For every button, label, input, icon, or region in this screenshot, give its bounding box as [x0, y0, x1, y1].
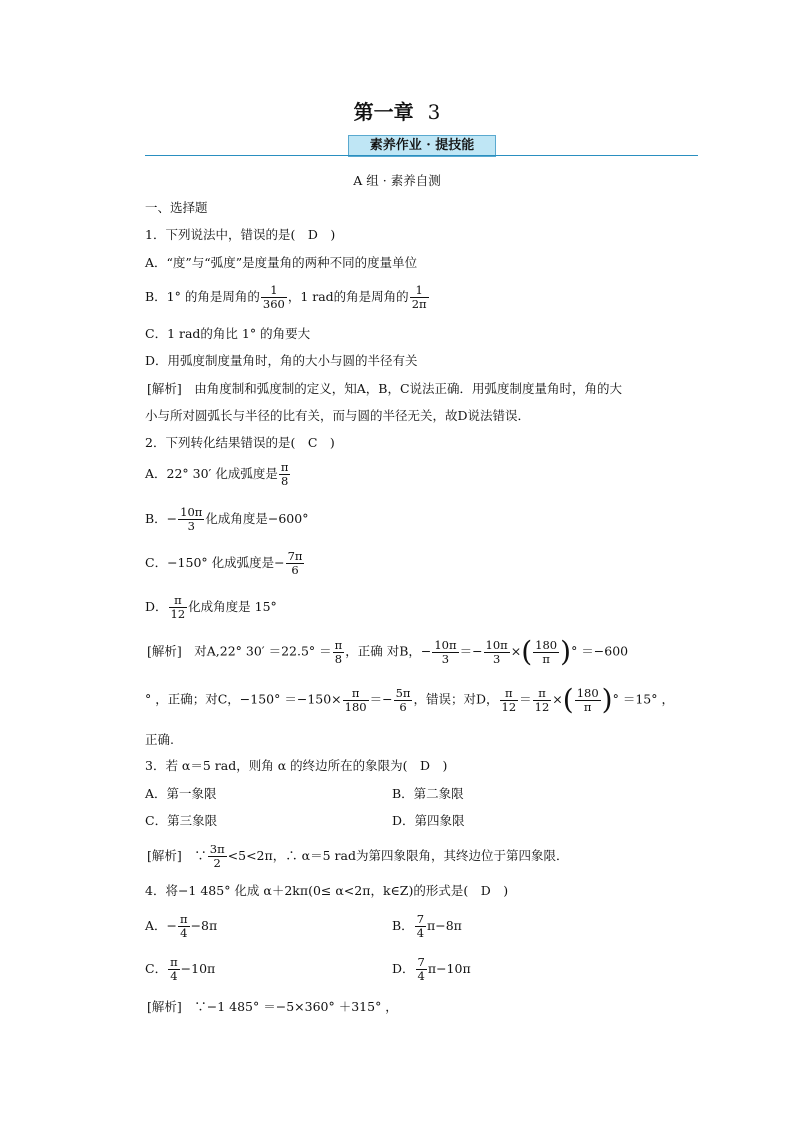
q3-option-d: D．第四象限 — [392, 813, 465, 828]
q2-stem: 2．下列转化结果错误的是( C ) — [145, 435, 335, 450]
chapter-title: 第一章 — [353, 100, 414, 124]
q2-option-d: D． $\frac{\pi}{12}$ 化成角度是 15° — [145, 593, 277, 621]
q4-option-a: A．− $\frac{\pi}{4}$ −8π — [145, 912, 218, 940]
q2-explanation-3: 正确. — [145, 732, 174, 747]
q1-stem: 1．下列说法中，错误的是( D ) — [145, 227, 336, 242]
q1-option-a: A．“度”与“弧度”是度量角的两种不同的度量单位 — [145, 255, 418, 270]
q1-option-c: C．1 rad的角比 1° 的角要大 — [145, 326, 311, 341]
q2-option-b: B．− $\frac{10\pi}{3}$ 化成角度是−600° — [145, 505, 309, 533]
q3-stem: 3．若 α＝5 rad，则角 α 的终边所在的象限为( D ) — [145, 758, 448, 773]
q3-option-a: A．第一象限 — [145, 786, 217, 801]
header-rule — [145, 155, 698, 156]
section-number: 3 — [427, 100, 441, 124]
q1-option-b: B．1° 的角是周角的 $\frac{1}{360}$ ，1 rad的角是周角的 $\frac{1}{2\pi}$ — [145, 283, 427, 311]
q1-option-d: D．用弧度制度量角时，角的大小与圆的半径有关 — [145, 353, 418, 368]
group-heading: A 组 · 素养自测 — [353, 173, 441, 188]
q1-explanation-2: 小与所对圆弧长与半径的比有关，而与圆的半径无关，故D说法错误． — [145, 408, 531, 423]
q4-option-d: D． $\frac{7}{4}$ π−10π — [392, 955, 471, 983]
q3-option-c: C．第三象限 — [145, 813, 218, 828]
page-title — [0, 96, 794, 125]
q2-option-a: A．22° 30′ 化成弧度是 $\frac{\pi}{8}$ — [145, 460, 289, 488]
banner: 素养作业 · 提技能 — [348, 135, 496, 157]
q2-explanation-2: ° ，正确；对C，−150° ＝−150× $\frac{\pi}{180}$ ＝− $\frac{5\pi}{6}$ ，错误；对D， $\frac{\pi}{12}$ ＝ $\frac{\pi}{12}$ ×( $\frac{180}{\pi}$ )° ＝15° ， — [145, 683, 674, 716]
q2-option-c: C．−150° 化成弧度是− $\frac{7\pi}{6}$ — [145, 549, 303, 577]
section-heading: 一、选择题 — [145, 200, 208, 215]
q4-stem: 4．将−1 485° 化成 α＋2kπ(0≤ α<2π，k∈Z)的形式是( D ) — [145, 883, 509, 898]
q2-explanation-1: [解析] 对A,22° 30′ ＝22.5° ＝ $\frac{\pi}{8}$ ，正确 对B，− $\frac{10\pi}{3}$ ＝− $\frac{10\pi}{3}$ ×( $\frac{180}{\pi}$ )° ＝−600 — [147, 635, 629, 668]
q1-explanation-1: [解析] 由角度制和弧度制的定义，知A，B，C说法正确．用弧度制度量角时，角的大 — [147, 381, 623, 396]
q4-option-c: C． $\frac{\pi}{4}$ −10π — [145, 955, 216, 983]
q4-option-b: B． $\frac{7}{4}$ π−8π — [392, 912, 462, 940]
q4-explanation: [解析] ∵−1 485° ＝−5×360° ＋315° ， — [147, 999, 398, 1014]
q3-option-b: B．第二象限 — [392, 786, 464, 801]
q3-explanation: [解析] ∵ $\frac{3\pi}{2}$ <5<2π，∴ α＝5 rad为第四象限角，其终边位于第四象限． — [147, 842, 569, 870]
